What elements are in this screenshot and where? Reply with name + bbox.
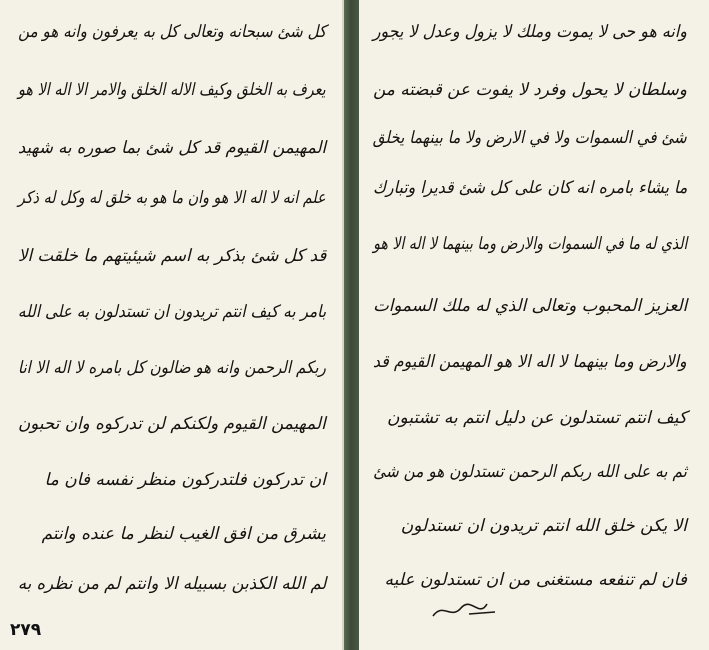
text-line: ثم به على الله ربكم الرحمن تستدلون هو من شئ — [373, 462, 687, 482]
left-page — [0, 0, 344, 650]
text-line: الا يكن خلق الله انتم تريدون ان تستدلون — [400, 516, 687, 536]
text-line: الذي له ما في السموات والارض وما بينهما لا اله الا هو — [372, 234, 687, 254]
page-number: ٢٧٩ — [10, 620, 42, 640]
text-line: يشرق من افق الغيب لنظر ما عنده وانتم — [41, 524, 326, 544]
text-line: المهيمن القيوم ولكنكم لن تدركوه وان تحبون — [18, 414, 326, 434]
text-line: علم انه لا اله الا هو وان ما هو به خلق له وكل له ذكر — [18, 188, 326, 208]
text-line: فان لم تنفعه مستغنى من ان تستدلون عليه — [384, 570, 687, 590]
text-line: لم الله الكذبن بسبيله الا وانتم لم من نظره به — [17, 574, 326, 594]
text-line: كيف انتم تستدلون عن دليل انتم به تشتبون — [387, 408, 687, 428]
text-line: وسلطان لا يحول وفرد لا يفوت عن قبضته من — [373, 80, 687, 100]
right-page — [359, 0, 709, 650]
text-line: يعرف به الخلق وكيف الاله الخلق والامر الا اله الا هو — [18, 80, 326, 100]
text-line: العزيز المحبوب وتعالى الذي له ملك السموات — [372, 296, 687, 316]
text-line: وانه هو حى لا يموت وملك لا يزول وعدل لا يجور — [372, 22, 687, 42]
text-line: بامر به كيف انتم تريدون ان تستدلون به على الله — [17, 302, 326, 322]
text-line: كل شئ سبحانه وتعالى كل به يعرفون وانه هو من — [17, 22, 326, 42]
text-line: ما يشاء بامره انه كان على كل شئ قديرا وتبارك — [372, 178, 687, 198]
book-spine — [344, 0, 359, 650]
text-line: قد كل شئ بذكر به اسم شيئيتهم ما خلقت الا — [17, 246, 326, 266]
signature-mark — [429, 596, 499, 624]
text-line: ان تدركون فلتدركون منظر نفسه فان ما — [44, 470, 326, 490]
text-line: ربكم الرحمن وانه هو ضالون كل بامره لا اله الا انا — [17, 358, 326, 378]
text-line: والارض وما بينهما لا اله الا هو المهيمن القيوم قد — [373, 352, 687, 372]
text-line: شئ في السموات ولا في الارض ولا ما بينهما يخلق — [373, 128, 687, 148]
text-line: المهيمن القيوم قد كل شئ بما صوره به شهيد — [17, 138, 326, 158]
